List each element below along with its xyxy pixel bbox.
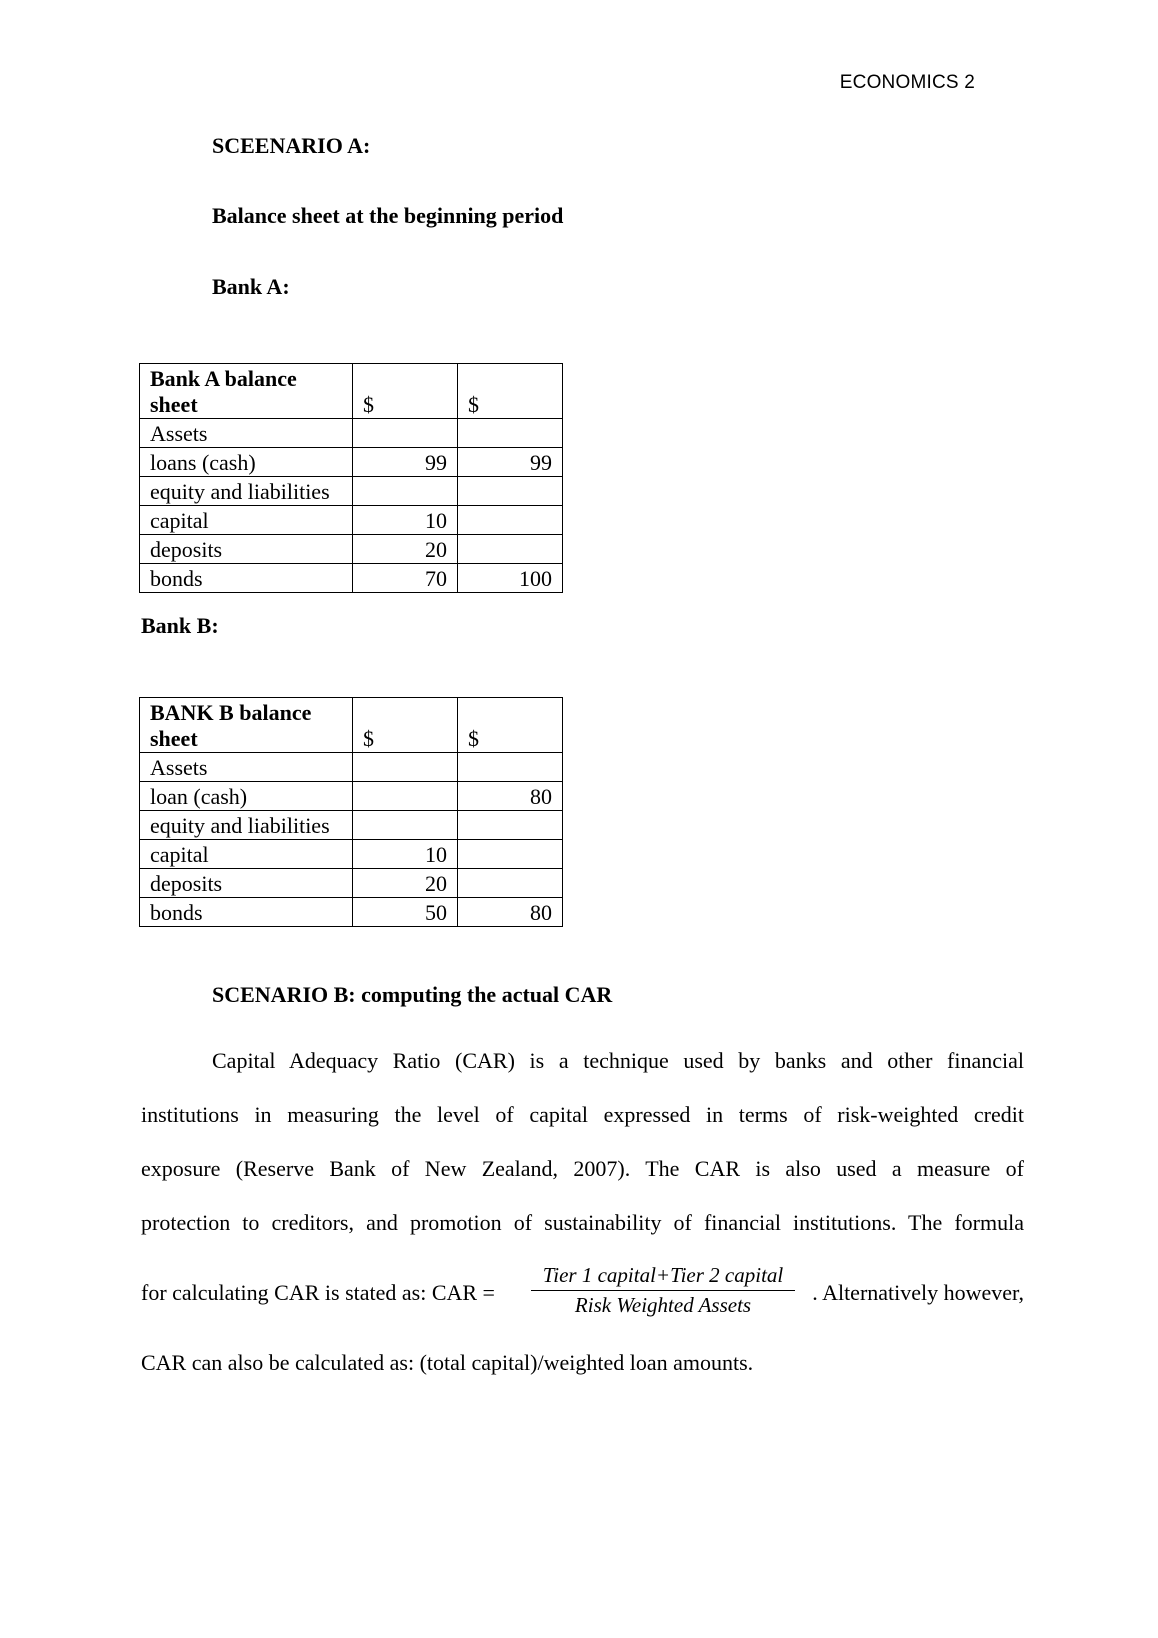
table-cell <box>458 506 563 535</box>
table-cell <box>353 419 458 448</box>
scenario-a-subtitle: Balance sheet at the beginning period <box>212 203 564 228</box>
table-cell: loan (cash) <box>140 782 353 811</box>
table-cell: equity and liabilities <box>140 811 353 840</box>
table-cell: deposits <box>140 869 353 898</box>
table-cell <box>458 419 563 448</box>
table-header-cell: $ <box>458 364 563 419</box>
table-row <box>140 869 563 898</box>
paragraph-line: protection to creditors, and promotion of sustainability of financial institutions. The formula <box>141 1210 1024 1235</box>
table-cell <box>353 811 458 840</box>
table-cell <box>458 753 563 782</box>
table-cell: Assets <box>140 753 353 782</box>
paragraph-line: institutions in measuring the level of capital expressed in terms of risk-weighted credit <box>141 1102 1024 1127</box>
table-cell: equity and liabilities <box>140 477 353 506</box>
table-header-row <box>140 698 563 753</box>
paragraph-line: exposure (Reserve Bank of New Zealand, 2007). The CAR is also used a measure of <box>141 1156 1024 1181</box>
table-cell <box>353 477 458 506</box>
table-cell: 20 <box>353 535 458 564</box>
scenario-b-title: SCENARIO B: computing the actual CAR <box>212 982 613 1007</box>
formula-prefix: for calculating CAR is stated as: CAR = <box>141 1280 495 1305</box>
table-cell: capital <box>140 506 353 535</box>
table-row <box>140 811 563 840</box>
table-row <box>140 782 563 811</box>
bank-b-balance-sheet-table <box>139 697 563 927</box>
formula-denominator: Risk Weighted Assets <box>574 1293 752 1317</box>
table-cell <box>353 753 458 782</box>
table-header-cell: $ <box>458 698 563 753</box>
table-cell: bonds <box>140 898 353 927</box>
table-cell: 10 <box>353 506 458 535</box>
table-header-cell: $ <box>353 364 458 419</box>
formula-suffix: . Alternatively however, <box>812 1280 1024 1305</box>
formula-line <box>141 1263 1024 1324</box>
table-cell: capital <box>140 840 353 869</box>
paragraph-line: Capital Adequacy Ratio (CAR) is a technique used by banks and other financial <box>212 1048 1024 1073</box>
table-row <box>140 753 563 782</box>
table-cell <box>458 840 563 869</box>
table-row <box>140 448 563 477</box>
table-row <box>140 840 563 869</box>
table-row <box>140 506 563 535</box>
car-formula-fraction <box>531 1262 795 1319</box>
table-cell: 20 <box>353 869 458 898</box>
table-cell: 80 <box>458 782 563 811</box>
table-header-cell: $ <box>353 698 458 753</box>
scenario-a-title: SCEENARIO A: <box>212 133 371 158</box>
table-cell: 50 <box>353 898 458 927</box>
table-cell: Assets <box>140 419 353 448</box>
car-paragraph <box>141 1034 1024 1250</box>
table-cell: bonds <box>140 564 353 593</box>
table-row <box>140 564 563 593</box>
table-cell <box>458 535 563 564</box>
table-cell: 99 <box>353 448 458 477</box>
bank-b-label: Bank B: <box>141 613 219 638</box>
table-cell <box>458 869 563 898</box>
table-header-cell: BANK B balance sheet <box>140 698 353 753</box>
table-cell <box>458 477 563 506</box>
table-cell <box>458 811 563 840</box>
table-cell: 99 <box>458 448 563 477</box>
table-cell: 70 <box>353 564 458 593</box>
bank-a-balance-sheet-table <box>139 363 563 593</box>
table-cell: 100 <box>458 564 563 593</box>
table-cell: 10 <box>353 840 458 869</box>
table-header-row <box>140 364 563 419</box>
formula-numerator: Tier 1 capital+Tier 2 capital <box>531 1262 795 1291</box>
bank-a-label: Bank A: <box>212 274 290 299</box>
table-cell <box>353 782 458 811</box>
table-row <box>140 419 563 448</box>
table-cell: loans (cash) <box>140 448 353 477</box>
table-row <box>140 477 563 506</box>
closing-line: CAR can also be calculated as: (total capital)/weighted loan amounts. <box>141 1350 754 1375</box>
table-header-cell: Bank A balance sheet <box>140 364 353 419</box>
table-cell: 80 <box>458 898 563 927</box>
table-row <box>140 535 563 564</box>
running-head: ECONOMICS 2 <box>839 72 975 93</box>
table-row <box>140 898 563 927</box>
table-cell: deposits <box>140 535 353 564</box>
